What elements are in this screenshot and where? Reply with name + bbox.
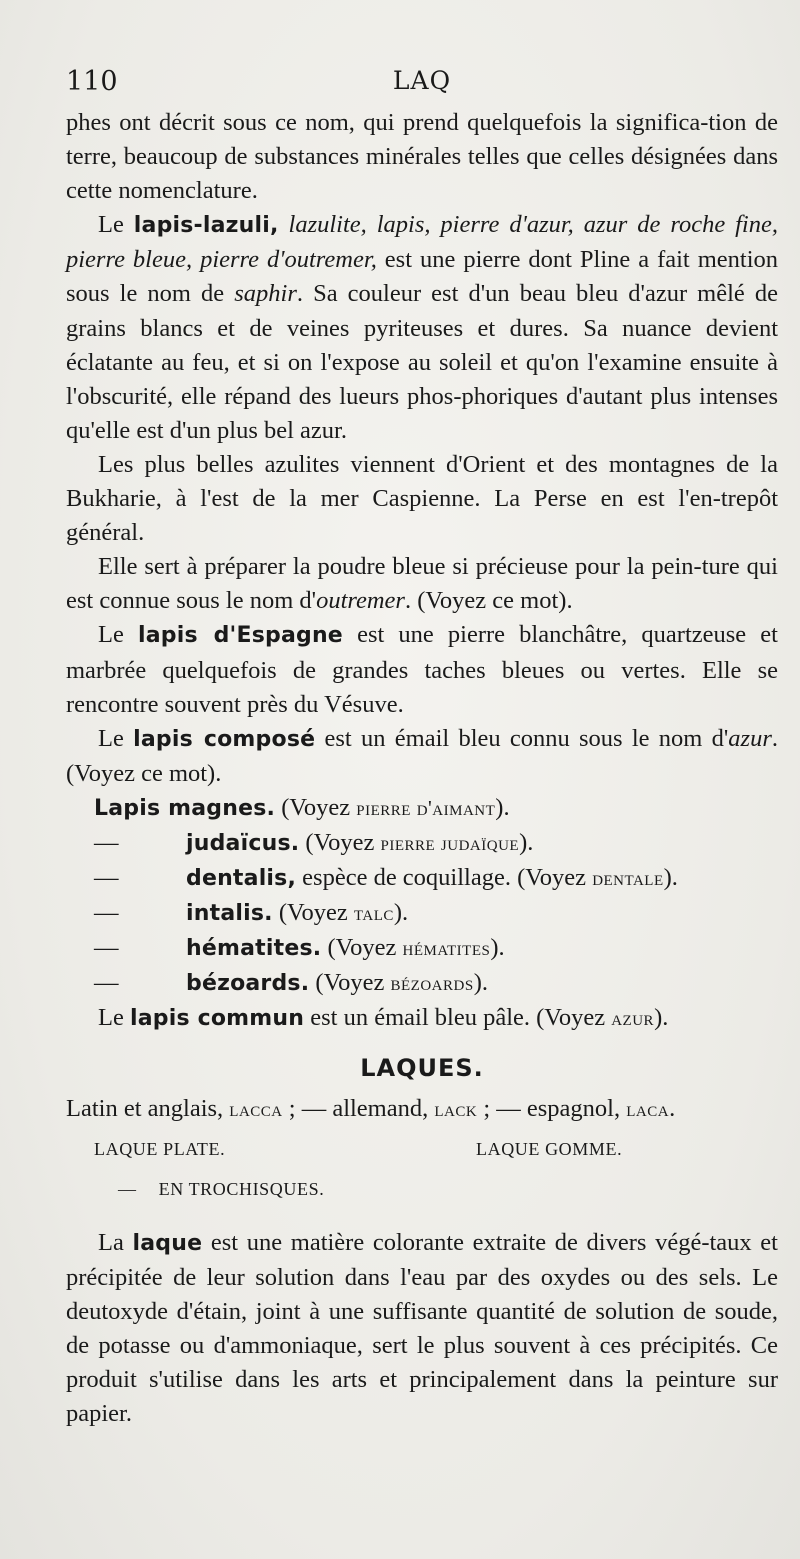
list-item xyxy=(94,896,778,931)
list-item xyxy=(94,931,778,966)
paragraph-azulites: Les plus belles azulites viennent d'Orient et des montagnes de la Bukharie, à l'est de la mer Caspienne. La Perse en est l'en-trepôt général. xyxy=(66,450,778,547)
dash: — xyxy=(118,1178,137,1199)
text: ). xyxy=(663,864,678,892)
dash: — xyxy=(94,828,119,856)
cross-reference: hématites xyxy=(402,936,491,961)
translations-line xyxy=(66,1092,778,1126)
text: . (Voyez ce mot). xyxy=(66,724,778,787)
text: Le xyxy=(98,724,134,752)
paragraph-lapis-espagne xyxy=(66,618,778,721)
text: est un émail bleu connu sous le nom d' xyxy=(315,724,729,752)
text: (Voyez xyxy=(272,899,354,927)
text: espèce de coquillage. (Voyez xyxy=(296,864,593,892)
text: ; — allemand, xyxy=(282,1094,435,1122)
text: ). xyxy=(519,828,534,856)
text: . xyxy=(669,1094,676,1122)
dash: — xyxy=(94,969,119,997)
cross-reference: talc xyxy=(353,901,394,926)
text: Le xyxy=(98,211,134,239)
text: . (Voyez ce mot). xyxy=(404,587,573,615)
headword-laque: laque xyxy=(132,1230,203,1256)
text: est une pierre blanchâtre, quartzeuse et marbrée quelquefois de grandes taches bleues ou vertes. Elle se rencontre souvent près du Vésuve. xyxy=(66,621,778,718)
cross-reference: bézoards xyxy=(390,971,474,996)
list-item xyxy=(94,826,778,861)
text: (Voyez xyxy=(275,793,357,821)
dash: — xyxy=(94,934,119,962)
text: est un émail bleu pâle. (Voyez xyxy=(304,1004,612,1032)
headword: dentalis, xyxy=(186,866,297,892)
text: Latin et anglais, xyxy=(66,1094,230,1122)
text: Le xyxy=(98,621,138,649)
text: (Voyez xyxy=(321,934,403,962)
text: ). xyxy=(473,969,488,997)
term-laca: laca xyxy=(626,1096,670,1121)
section-title: LAQUES. xyxy=(360,1053,484,1082)
term-lacca: lacca xyxy=(229,1096,283,1121)
list-item xyxy=(94,966,778,1001)
term-saphir: saphir xyxy=(234,280,297,308)
page-number: 110 xyxy=(66,66,118,97)
text: Le xyxy=(98,1004,130,1032)
text: Elle sert à préparer la poudre bleue si précieuse pour la pein-ture qui est connue sous le nom d' xyxy=(66,553,778,615)
dash: — xyxy=(94,864,119,892)
paragraph-lapis-commun xyxy=(66,1001,778,1036)
text: . Sa couleur est d'un beau bleu d'azur mêlé de grains blancs et de veines pyriteuses et dures. Sa nuance devient éclatante au feu, et si on l'expose au soleil et qu'on l'examine ensuite à l'obscurité, elle répand des lueurs phos-phoriques d'autant plus intenses qu'elle est d'un plus bel azur. xyxy=(66,280,778,444)
headword-lapis-lazuli: lapis-lazuli, xyxy=(133,213,279,239)
paragraph-lapis-lazuli xyxy=(66,208,778,448)
cross-reference: pierre d'aimant xyxy=(356,795,496,820)
headword-lapis-espagne: lapis d'Espagne xyxy=(137,623,343,649)
headword: Lapis magnes. xyxy=(94,795,276,821)
paragraph-continuation: phes ont décrit sous ce nom, qui prend quelquefois la significa-tion de terre, beaucoup de substances minérales telles que celles désignées dans cette nomenclature. xyxy=(66,109,778,205)
en-trochisques: EN TROCHISQUES. xyxy=(158,1178,325,1199)
paragraph-lapis-compose xyxy=(66,722,778,791)
term-outremer: outremer xyxy=(316,587,405,615)
running-title: LAQ xyxy=(392,66,452,95)
laque-varieties-row xyxy=(66,1172,778,1206)
cross-reference: dentale xyxy=(592,866,664,891)
term-azur: azur xyxy=(728,724,772,752)
cross-reference: azur xyxy=(611,1006,655,1031)
laque-varieties-row xyxy=(66,1132,778,1166)
text: ). xyxy=(490,934,505,962)
page-header xyxy=(66,66,778,106)
headword: hématites. xyxy=(186,936,322,962)
headword-lapis-compose: lapis composé xyxy=(133,726,316,752)
paragraph-outremer xyxy=(66,550,778,618)
body-text xyxy=(66,106,778,1431)
text: ). xyxy=(495,793,510,821)
text: est une matière colorante extraite de divers végé-taux et précipitée de leur solution dans l'eau par des oxydes ou des sels. Le deutoxyde d'étain, joint à une suffisante quantité de solution de soude, de potasse ou d'ammoniaque, sert le plus souvent à ces précipités. Ce produit s'utilise dans les arts et principalement dans la peinture sur papier. xyxy=(66,1228,778,1428)
lapis-list xyxy=(66,791,778,1002)
headword: bézoards. xyxy=(186,971,310,997)
text: ). xyxy=(654,1004,669,1032)
text: (Voyez xyxy=(309,969,391,997)
list-item xyxy=(94,791,778,826)
term-lack: lack xyxy=(434,1096,478,1121)
laque-plate: LAQUE PLATE. xyxy=(94,1138,226,1159)
paragraph-laque xyxy=(66,1226,778,1432)
text: ; — espagnol, xyxy=(477,1094,627,1122)
headword: judaïcus. xyxy=(186,830,300,856)
headword-lapis-commun: lapis commun xyxy=(129,1006,305,1032)
cross-reference: pierre judaïque xyxy=(380,830,520,855)
laque-gomme: LAQUE GOMME. xyxy=(476,1138,623,1159)
text: ). xyxy=(393,899,409,927)
synonyms: lazulite, lapis, pierre d'azur, azur de roche fine, pierre bleue, pierre d'outremer, xyxy=(66,211,778,274)
list-item xyxy=(94,861,778,896)
dash: — xyxy=(94,899,119,927)
headword: intalis. xyxy=(186,901,273,927)
text: est une pierre dont Pline a fait mention sous le nom de xyxy=(66,246,779,308)
text: (Voyez xyxy=(299,828,381,856)
text: La xyxy=(98,1228,133,1256)
section-heading xyxy=(66,1051,778,1086)
